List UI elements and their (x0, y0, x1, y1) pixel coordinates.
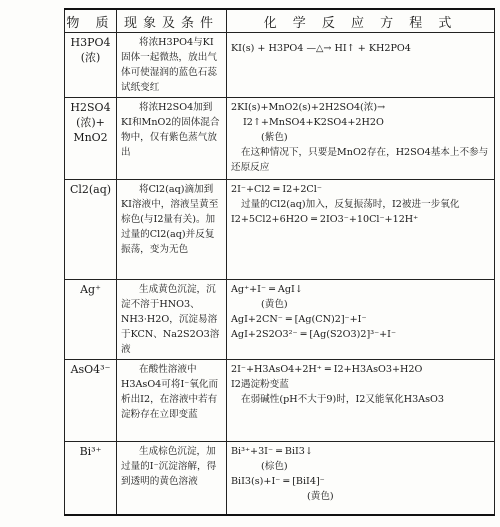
conditions-cell: 将Cl2(aq)滴加到KI溶液中，溶液呈黄至棕色(与I2量有关)。加过量的Cl2(aq)并反复振荡，变为无色 (117, 180, 227, 280)
header-phenomena: 现象及条件 (117, 9, 227, 33)
table-row (65, 33, 495, 98)
equation-line: KI(s) + H3PO4 —△→ HI↑ + KH2PO4 (231, 43, 411, 54)
equation-line: I2↑+MnSO4+K2SO4+2H2O (243, 117, 384, 128)
header-equation: 化 学 反 应 方 程 式 (227, 9, 495, 33)
equation-line: 2KI(s)+MnO2(s)+2H2SO4(浓)→ (231, 102, 386, 113)
equation-line: 2I⁻+H3AsO4+2H⁺ ═ I2+H3AsO3+H2O (231, 364, 423, 375)
equation-note: (棕色) (261, 461, 288, 472)
equation-note: I2遇淀粉变蓝 (231, 379, 289, 390)
equation-note: 过量的Cl2(aq)加入，反复振荡时，I2被进一步氧化 (241, 199, 460, 210)
conditions-cell: 在酸性溶液中H3AsO4可将I⁻氧化而析出I2，在溶液中若有淀粉存在立即变蓝 (117, 360, 227, 442)
table-row (65, 442, 495, 516)
substance-cell: H3PO4 (浓) (65, 33, 117, 98)
equation-line: AgI+2S2O3²⁻ ═ [Ag(S2O3)2]³⁻+I⁻ (231, 329, 397, 340)
conditions-cell: 生成棕色沉淀，加过量的I⁻沉淀溶解，得到透明的黄色溶液 (117, 442, 227, 516)
table-row (65, 180, 495, 280)
equation-note: (紫色) (261, 132, 288, 143)
table-header-row (65, 9, 495, 33)
equation-cell (227, 280, 495, 360)
conditions-cell: 将浓H2SO4加到KI和MnO2的固体混合物中，仅有紫色蒸气放出 (117, 98, 227, 180)
equation-line: 2I⁻+Cl2 ═ I2+2Cl⁻ (231, 184, 322, 195)
header-substance: 物 质 (65, 9, 117, 33)
substance-cell: Ag⁺ (65, 280, 117, 360)
substance-cell: AsO4³⁻ (65, 360, 117, 442)
equation-line: AgI+2CN⁻ ═ [Ag(CN)2]⁻+I⁻ (231, 314, 367, 325)
equation-note: (黄色) (307, 491, 334, 502)
equation-cell (227, 98, 495, 180)
equation-line: I2+5Cl2+6H2O ═ 2IO3⁻+10Cl⁻+12H⁺ (231, 214, 419, 225)
table-row (65, 280, 495, 360)
equation-cell (227, 180, 495, 280)
equation-line: Bi³⁺+3I⁻ ═ BiI3↓ (231, 446, 313, 457)
table-row (65, 98, 495, 180)
conditions-cell: 将浓H3PO4与KI固体一起微热，放出气体可使湿润的蓝色石蕊试纸变红 (117, 33, 227, 98)
equation-note: 在弱碱性(pH不大于9)时，I2又能氧化H3AsO3 (241, 394, 445, 405)
equation-line: Ag⁺+I⁻ ═ AgI↓ (231, 284, 303, 295)
equation-cell (227, 33, 495, 98)
equation-note: 在这种情况下，只要是MnO2存在，H2SO4基本上不参与还原反应 (231, 147, 489, 173)
iodide-reactions-table (64, 8, 495, 516)
substance-cell: H2SO4 (浓)+ MnO2 (65, 98, 117, 180)
conditions-cell: 生成黄色沉淀，沉淀不溶于HNO3、NH3·H2O，沉淀易溶于KCN、Na2S2O3溶液 (117, 280, 227, 360)
equation-cell (227, 360, 495, 442)
equation-cell (227, 442, 495, 516)
equation-note: (黄色) (261, 299, 288, 310)
equation-line: BiI3(s)+I⁻ ═ [BiI4]⁻ (231, 476, 325, 487)
table-row (65, 360, 495, 442)
substance-cell: Bi³⁺ (65, 442, 117, 516)
substance-cell: Cl2(aq) (65, 180, 117, 280)
